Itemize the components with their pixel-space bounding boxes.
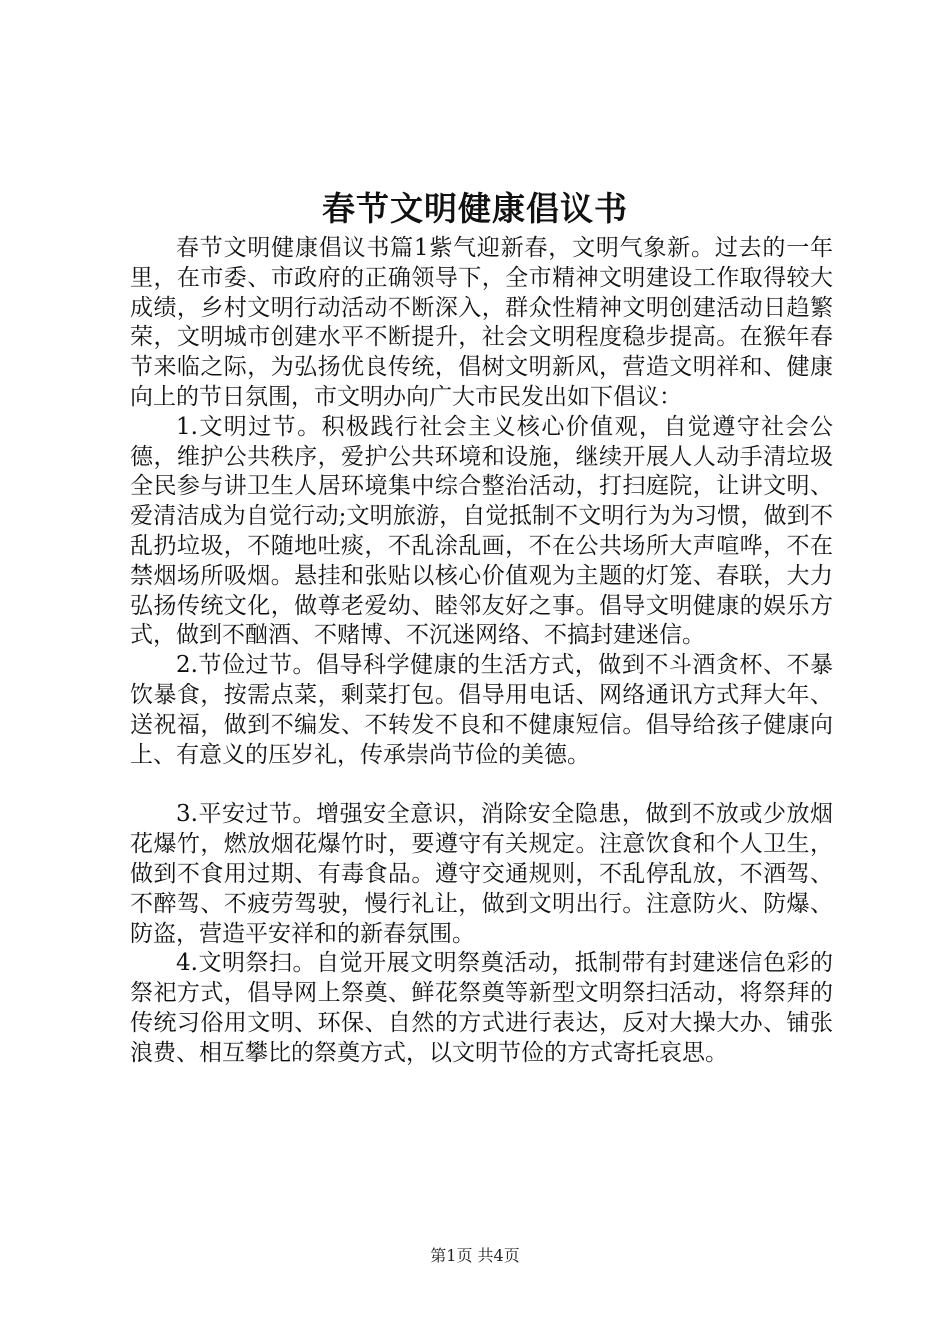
paragraph-item-1: 1.文明过节。积极践行社会主义核心价值观，自觉遵守社会公德，维护公共秩序，爱护公共环境和设施，继续开展人人动手清垃圾全民参与讲卫生人居环境集中综合整治活动，打扫庭院，让讲文明、爱清洁成为自觉行动;文明旅游，自觉抵制不文明行为为习惯，做到不乱扔垃圾，不随地吐痰，不乱涂乱画，不在公共场所大声喧哗，不在禁烟场所吸烟。悬挂和张贴以核心价值观为主题的灯笼、春联，大力弘扬传统文化，做尊老爱幼、睦邻友好之事。倡导文明健康的娱乐方式，做到不酗酒、不赌博、不沉迷网络、不搞封建迷信。	[130, 413, 833, 649]
document-body	[130, 234, 833, 1069]
paragraph-spacer	[130, 770, 833, 800]
paragraph-item-3: 3.平安过节。增强安全意识，消除安全隐患，做到不放或少放烟花爆竹，燃放烟花爆竹时，要遵守有关规定。注意饮食和个人卫生，做到不食用过期、有毒食品。遵守交通规则，不乱停乱放，不酒驾、不醉驾、不疲劳驾驶，慢行礼让，做到文明出行。注意防火、防爆、防盗，营造平安祥和的新春氛围。	[130, 801, 833, 947]
document-title: 春节文明健康倡议书	[322, 189, 628, 228]
paragraph-item-4: 4.文明祭扫。自觉开展文明祭奠活动，抵制带有封建迷信色彩的祭祀方式，倡导网上祭奠、鲜花祭奠等新型文明祭扫活动，将祭拜的传统习俗用文明、环保、自然的方式进行表达，反对大操大办、铺张浪费、相互攀比的祭奠方式，以文明节俭的方式寄托哀思。	[130, 950, 833, 1066]
paragraph-item-2: 2.节俭过节。倡导科学健康的生活方式，做到不斗酒贪杯、不暴饮暴食，按需点菜，剩菜打包。倡导用电话、网络通讯方式拜大年、送祝福，做到不编发、不转发不良和不健康短信。倡导给孩子健康向上、有意义的压岁礼，传承崇尚节俭的美德。	[130, 652, 833, 768]
page-footer: 第1页 共4页	[430, 1246, 520, 1265]
paragraph-intro: 春节文明健康倡议书篇1紫气迎新春，文明气象新。过去的一年里，在市委、市政府的正确领导下，全市精神文明建设工作取得较大成绩，乡村文明行动活动不断深入，群众性精神文明创建活动日趋繁荣，文明城市创建水平不断提升，社会文明程度稳步提高。在猴年春节来临之际，为弘扬优良传统，倡树文明新风，营造文明祥和、健康向上的节日氛围，市文明办向广大市民发出如下倡议：	[130, 235, 833, 410]
